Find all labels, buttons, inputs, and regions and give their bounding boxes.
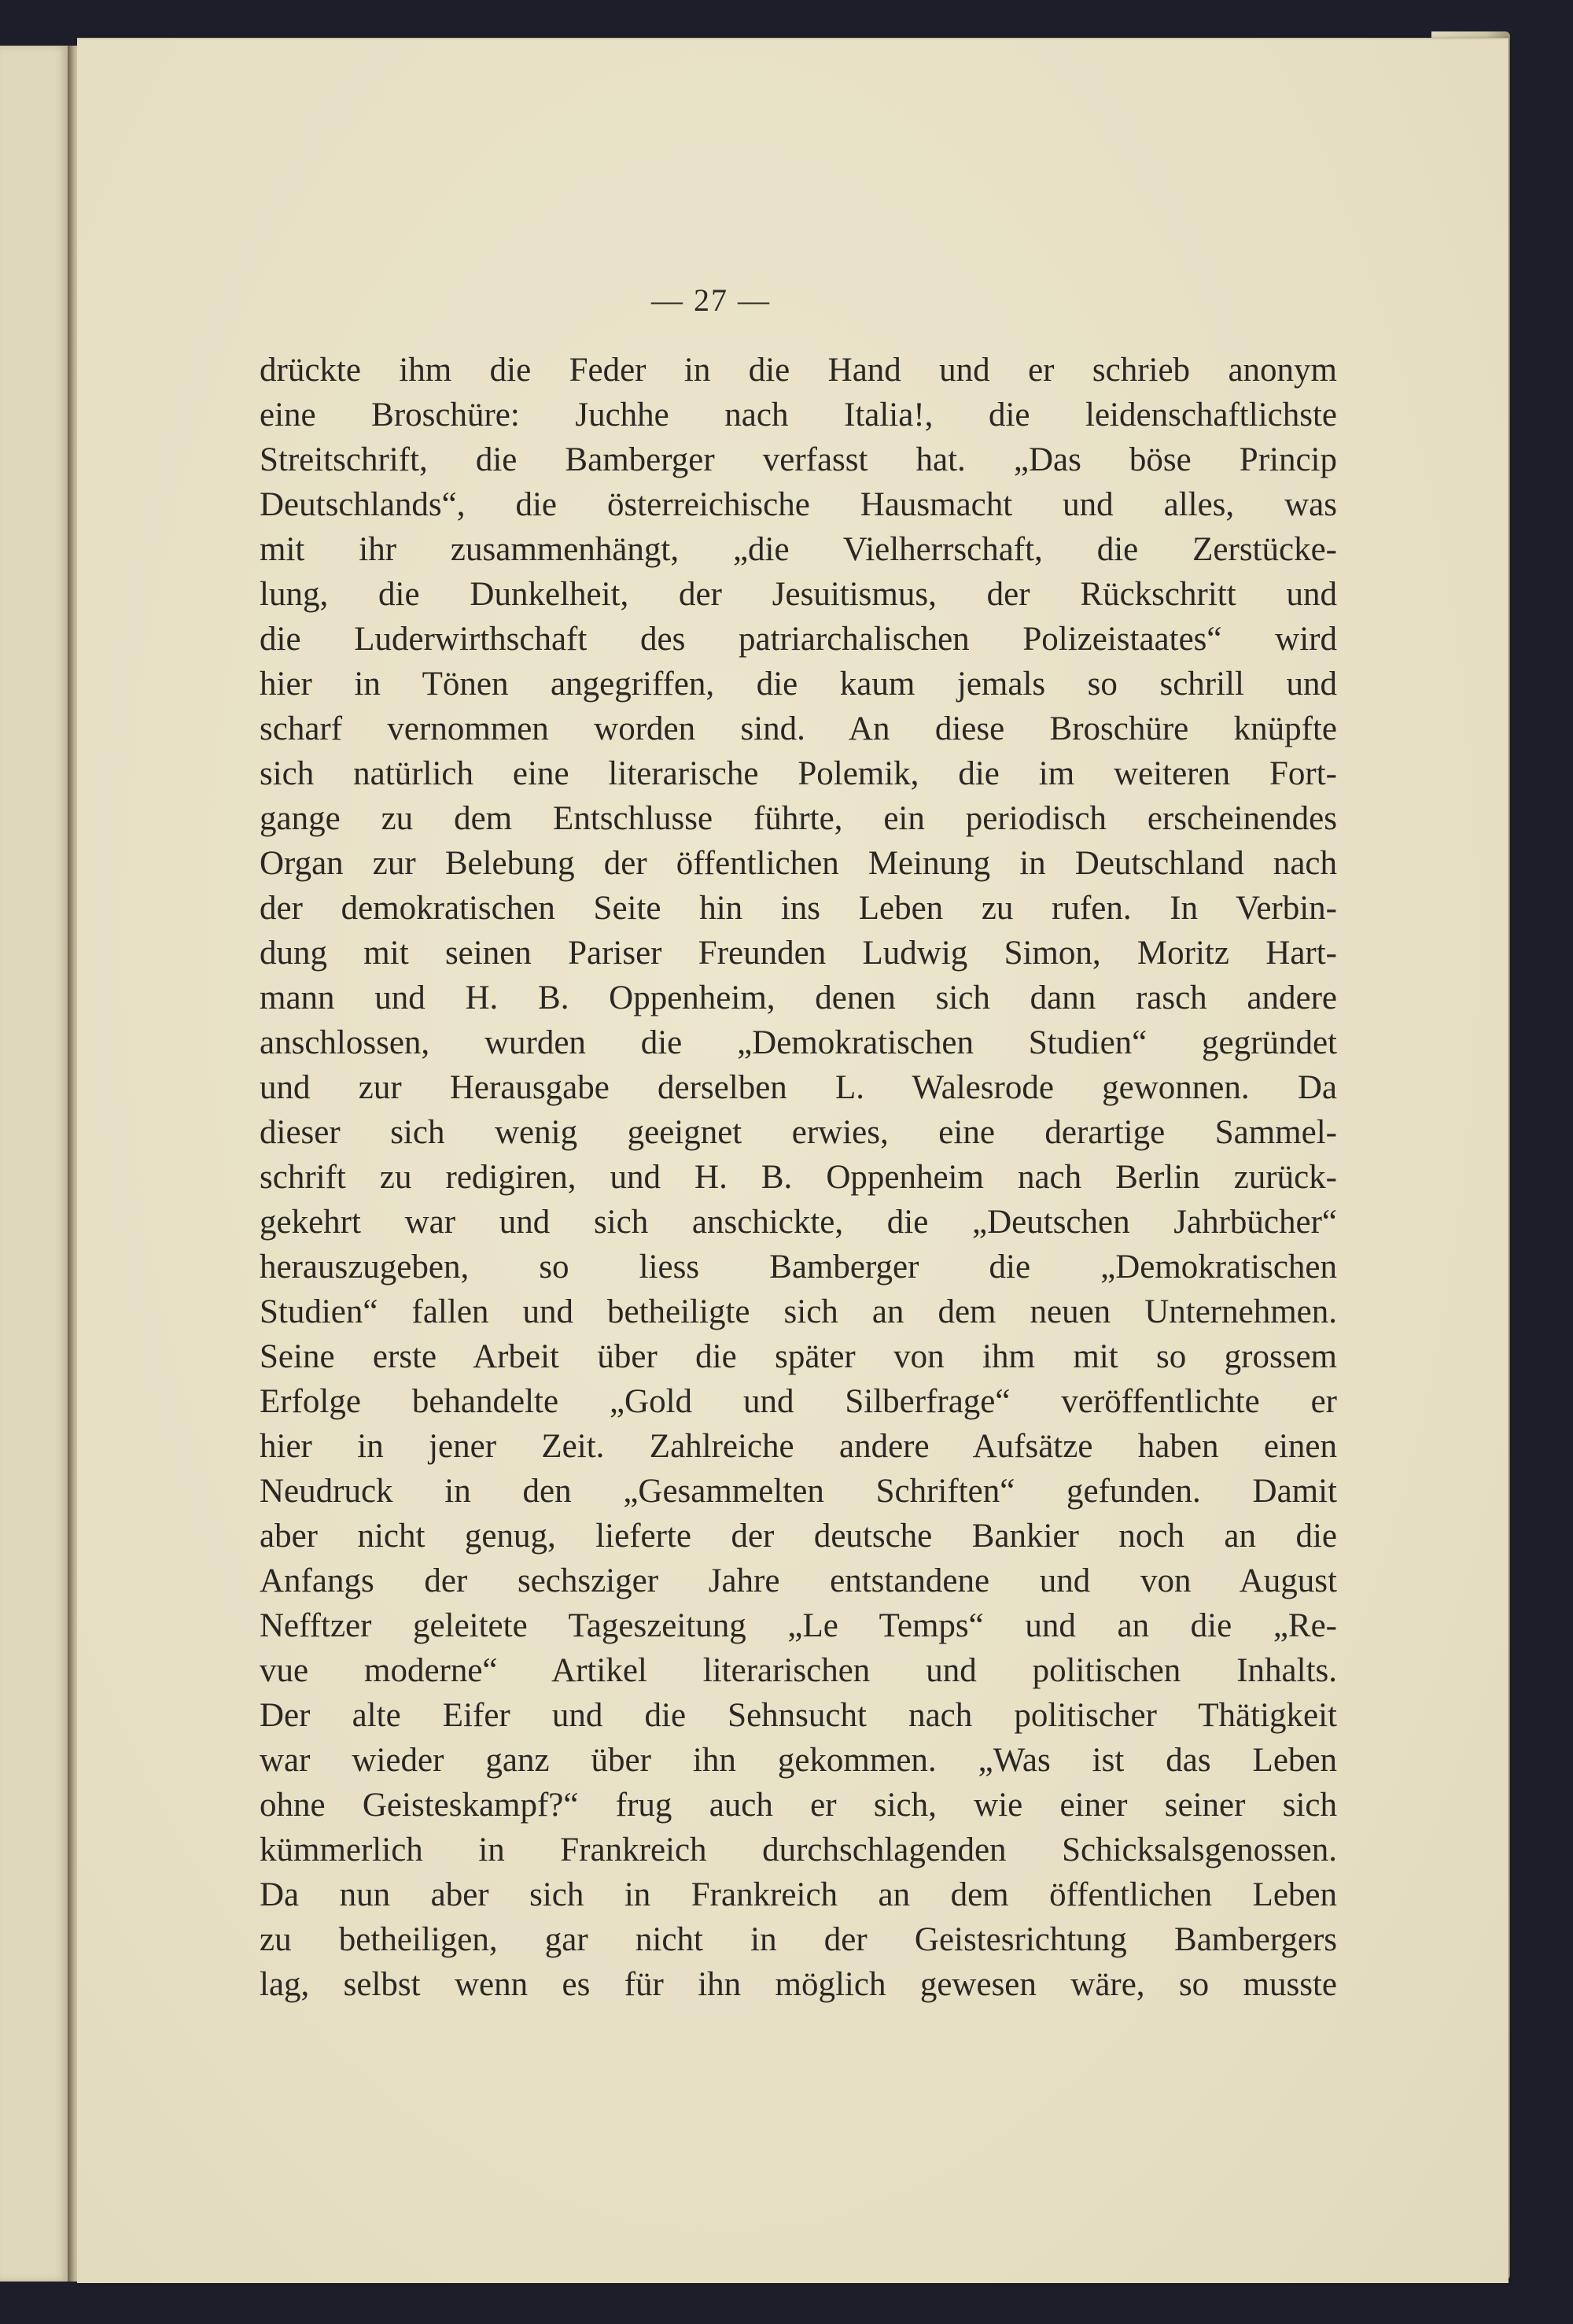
text-line: herauszugeben, so liess Bamberger die „Demokratischen (260, 1249, 1337, 1286)
text-line: dung mit seinen Pariser Freunden Ludwig Simon, Moritz Hart- (260, 935, 1337, 972)
text-line: Anfangs der sechsziger Jahre entstandene und von August (260, 1562, 1337, 1599)
text-line: Nefftzer geleitete Tageszeitung „Le Temps“ und an die „Re- (260, 1607, 1337, 1644)
text-line: ohne Geisteskampf?“ frug auch er sich, wie einer seiner sich (260, 1787, 1337, 1824)
text-line: schrift zu redigiren, und H. B. Oppenheim nach Berlin zurück- (260, 1159, 1337, 1196)
text-line: eine Broschüre: Juchhe nach Italia!, die leidenschaftlichste (260, 397, 1337, 433)
text-line: die Luderwirthschaft des patriarchalischen Polizeistaates“ wird (260, 621, 1337, 658)
text-line: und zur Herausgabe derselben L. Walesrode gewonnen. Da (260, 1069, 1337, 1106)
text-line: sich natürlich eine literarische Polemik, die im weiteren Fort- (260, 755, 1337, 792)
facing-page-edge (0, 46, 70, 2282)
text-line: lung, die Dunkelheit, der Jesuitismus, der Rückschritt und (260, 576, 1337, 613)
text-line: Organ zur Belebung der öffentlichen Meinung in Deutschland nach (260, 845, 1337, 882)
text-line: anschlossen, wurden die „Demokratischen Studien“ gegründet (260, 1024, 1337, 1061)
text-line: hier in Tönen angegriffen, die kaum jemals so schrill und (260, 666, 1337, 703)
text-line: zu betheiligen, gar nicht in der Geistesrichtung Bambergers (260, 1921, 1337, 1958)
book-page (77, 38, 1509, 2283)
text-line: Neudruck in den „Gesammelten Schriften“ gefunden. Damit (260, 1473, 1337, 1510)
text-line: gekehrt war und sich anschickte, die „Deutschen Jahrbücher“ (260, 1204, 1337, 1241)
text-line: Studien“ fallen und betheiligte sich an dem neuen Unternehmen. (260, 1293, 1337, 1330)
text-line: lag, selbst wenn es für ihn möglich gewesen wäre, so musste (260, 1966, 1337, 2003)
text-line: der demokratischen Seite hin ins Leben zu rufen. In Verbin- (260, 890, 1337, 927)
text-line: aber nicht genug, lieferte der deutsche Bankier noch an die (260, 1518, 1337, 1555)
text-line: mit ihr zusammenhängt, „die Vielherrschaft, die Zerstücke- (260, 531, 1337, 568)
text-line: hier in jener Zeit. Zahlreiche andere Aufsätze haben einen (260, 1428, 1337, 1465)
text-line: mann und H. B. Oppenheim, denen sich dann rasch andere (260, 979, 1337, 1016)
text-line: Deutschlands“, die österreichische Hausmacht und alles, was (260, 486, 1337, 523)
text-line: drückte ihm die Feder in die Hand und er schrieb anonym (260, 352, 1337, 389)
text-line: scharf vernommen worden sind. An diese Broschüre knüpfte (260, 710, 1337, 747)
text-line: gange zu dem Entschlusse führte, ein periodisch erscheinendes (260, 800, 1337, 837)
body-text (260, 348, 1337, 2079)
text-line: Der alte Eifer und die Sehnsucht nach politischer Thätigkeit (260, 1697, 1337, 1734)
text-line: vue moderne“ Artikel literarischen und politischen Inhalts. (260, 1652, 1337, 1689)
text-line: Seine erste Arbeit über die später von ihm mit so grossem (260, 1338, 1337, 1375)
text-line: dieser sich wenig geeignet erwies, eine derartige Sammel- (260, 1114, 1337, 1151)
text-line: kümmerlich in Frankreich durchschlagenden Schicksalsgenossen. (260, 1832, 1337, 1868)
text-line: Streitschrift, die Bamberger verfasst hat. „Das böse Princip (260, 441, 1337, 478)
text-line: Da nun aber sich in Frankreich an dem öffentlichen Leben (260, 1876, 1337, 1913)
page-number: — 27 — (651, 282, 771, 318)
text-line: war wieder ganz über ihn gekommen. „Was ist das Leben (260, 1742, 1337, 1779)
text-line: Erfolge behandelte „Gold und Silberfrage“ veröffentlichte er (260, 1383, 1337, 1420)
